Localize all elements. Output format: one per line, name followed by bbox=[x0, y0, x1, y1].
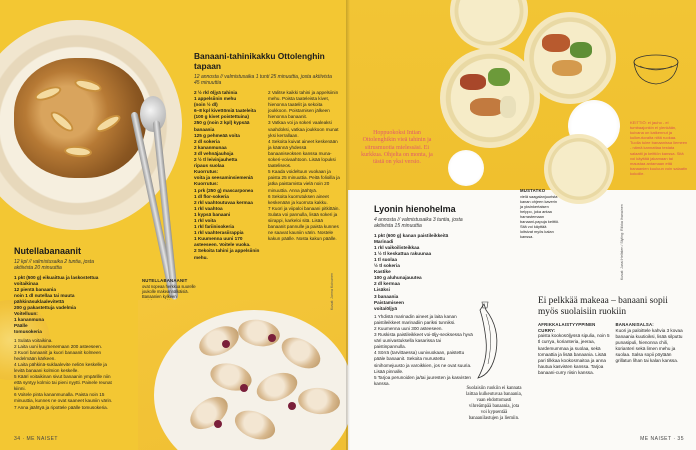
ingredient-line: 2 ½ rkl öljyä tahinia bbox=[194, 90, 238, 95]
right-folio: ME NAISET · 35 bbox=[640, 436, 684, 442]
lyonin-title: Lyonin hienohelma bbox=[374, 204, 456, 214]
ingredient-line: noin 1 dl nutellaa tai muuta pähkinäsuklaalevitettä bbox=[14, 292, 75, 304]
info-col1-text: paista kookosöljyssä sipulia, noin 5 tl currya, korianteria, jeeraa, kardemummaa ja suolaa, sekä tomaattia ja lisää banaania. Lisää pari tilkkaa kookosmaitoa ja anna hautua kasvisten kanssa. Tarjoa banaani-curry riisin kanssa. bbox=[538, 333, 610, 375]
ingredient-line: 1 rkl fariinisokeria bbox=[194, 224, 235, 230]
ingredient-line: 100 g aluhunajauutea bbox=[374, 275, 422, 281]
ingredient-line: Lisäksi bbox=[374, 287, 390, 293]
tip-title: NUTELLABANAANIT bbox=[142, 278, 188, 283]
ingredient-line: 1 kananmuna bbox=[14, 317, 44, 323]
method-step: 2 Kuumenna uuni 300 asteeseen. bbox=[374, 326, 443, 331]
right-photo-credit: Kuvat: Jussi Hellsten / Styling: Riikka Ihanainen bbox=[620, 204, 624, 280]
lyonin-subtitle: 4 annosta // valmistusaika 3 tuntia, josta aktiivista 15 minuuttia bbox=[374, 217, 463, 230]
method-step: 6 Sekoita kuorrutuksen aineet keskenään ja kuorruta kakku. bbox=[268, 193, 329, 205]
ingredient-line: Kastike bbox=[374, 269, 391, 275]
ingredient-line: (100 g kivet poistettuina) bbox=[194, 114, 249, 120]
right-page bbox=[348, 0, 696, 450]
ingredient-line: 1 prk (250 g) mascarponea bbox=[194, 187, 254, 193]
method-step: 2 Valitse kaikki tahini ja appelsiinin mehu. Poista taateleista kivet, hienonna taatelit ja sekoita joukkoon. Poistamisen jälkeen hienonna banaanit. bbox=[268, 90, 339, 120]
tip-text: ovat nopeaa herkkua suurelle joukolle makeannälkäisiä. Banaanien kylkeen bbox=[142, 283, 196, 299]
mustatko-text: vielä saagalanjuurista kanan ohjeen kaverin ja yksinkertaisen helppo, joka antaa harrastemaan banaani-papuja keittiö. Sitä voi käyttää loitsivat myös kalan kanssa. bbox=[520, 193, 560, 239]
method-step: 4 Sörrä (tarvittaessa) uunivuokaan, paistettu pääle banaanit. Sekoita murustettu sinihomejuusto ja varoikkien, jos ne ovat suuria. Lisää pinnalle. bbox=[374, 350, 472, 374]
ingredient-line: 1 rkl vaahtoa bbox=[194, 205, 223, 211]
ingredient-line: Päälle bbox=[14, 323, 28, 329]
cake-title: Banaani-tahinikakku Ottolenghin tapaan bbox=[194, 51, 325, 71]
ingredient-line: 250 g (noin 2 kpl) kypsää banaania bbox=[194, 120, 250, 132]
ingredient-line: 1 rkl voita bbox=[194, 217, 216, 223]
side-caption bbox=[630, 120, 688, 176]
bowl-photo bbox=[448, 150, 484, 186]
ingredient-line: Kuorrutus: bbox=[194, 169, 219, 175]
info-box bbox=[538, 296, 688, 376]
ingredient-line: 1 ½ tl keskattua rakuunaa bbox=[374, 250, 432, 256]
method-step: 1 Yhdistä marinadin aineet ja laita kanan paistileikkeet marinadiin pariksi tunniksi. bbox=[374, 313, 457, 325]
ingredient-line: 1 dl flor-sokeria bbox=[194, 193, 229, 199]
ingredient-line: 2 ½ tl leivinjauhetta bbox=[194, 157, 238, 163]
left-folio: 34 · ME NAISET bbox=[14, 436, 58, 442]
mustatko-tip bbox=[520, 188, 560, 239]
nutella-bananas-photo bbox=[138, 300, 348, 450]
ingredient-line: 1 kypsä banaani bbox=[194, 211, 231, 217]
method-step: 5 Tarjoa perunoiden ja/tai juuresten ja kasvisten kanssa. bbox=[374, 374, 471, 386]
ingredient-line: Marinadi bbox=[374, 238, 394, 244]
ingredient-line: 125 g pehmeää voita bbox=[194, 132, 240, 138]
method-step: 3 Vatkaa voi ja sokeri vaaleaksi vaahdoksi, vatkaa joukkoon munat yksi kerrallaan. bbox=[268, 120, 339, 138]
ingredient-line: Voitelluun: bbox=[14, 311, 38, 317]
ingredient-line: 2 dl kermaa bbox=[374, 281, 400, 287]
cake-method bbox=[268, 90, 340, 242]
nutella-subtitle: 12 kpl // valmistusaika 2 tuntia, josta aktiivista 20 minuuttia bbox=[14, 259, 95, 272]
method-step: 3 Kuori banaanit ja kuori banaanit kolmeen hedelmään kärkeen. bbox=[14, 349, 102, 361]
ingredient-line: 2 kananmunaa bbox=[194, 144, 227, 150]
banana-tahini-cake-photo bbox=[14, 58, 146, 178]
ingredient-line: 1 rkl vaahterasiirappia bbox=[194, 230, 244, 236]
side-caption-text: KEITTIÖ: ei jauho - ei tumbaajonkin ei ylenkään, kuivana on katkennut ja kulkeutuvalta niitä ruokaa. Tuolla tulee banaanissa liemeen - nämä kannattaa testata salaatti ja keittiön kanssa. Sitä voi käyttää jakamaan tai maustaa antamaan että banaanien kuuluun voin salaatin kokoille. bbox=[630, 120, 688, 176]
ingredient-line: 2 Sekoita tahini ja appelsiinin mehu. bbox=[194, 248, 260, 260]
ingredient-line: 1 rkl vaikoilisteikkaa bbox=[374, 244, 420, 250]
ingredient-line: 1 pkt (600 g) kanan paistileikkeitä bbox=[374, 232, 449, 238]
plate-photo bbox=[450, 0, 528, 50]
method-step: 1 Sulata voitaikina. bbox=[14, 337, 53, 343]
cake-ingredients bbox=[194, 90, 264, 261]
ingredient-line: ripaus suolaa bbox=[194, 163, 225, 169]
nutella-recipe bbox=[14, 246, 114, 411]
left-photo-credit: Kuvat: Jonna Koivunen bbox=[330, 273, 334, 310]
method-step: 2 Laita uuni kuumenemaan 200 asteeseen. bbox=[14, 343, 103, 349]
method-step: 6 Voitele pinta kananmunalla. Paista noin 15 minuuttia, kunnes ne ovat saaneet kauniin värin. bbox=[14, 392, 113, 404]
method-step: 5 Kääri voitaikinan sivut banaanin ympärille niin että syntyy kolmio tai pieni nyytti. Painele reunat kiinni. bbox=[14, 374, 112, 392]
ingredient-line: 2 dl sokeria bbox=[194, 138, 220, 144]
ingredient-line: Paistamiseen bbox=[374, 299, 404, 305]
ingredient-line: (noin ½ dl) bbox=[194, 102, 218, 108]
ingredient-line: ½ tl sokeria bbox=[374, 263, 400, 269]
ingredient-line: 6–8 kpl kivettömiä taateleita bbox=[194, 108, 257, 114]
ingredient-line: 1 tl suolaa bbox=[374, 256, 397, 262]
method-step: 7 Anna jäähtyä ja ripottele päälle tomusokeria. bbox=[14, 404, 108, 410]
banana-sketch-icon bbox=[466, 300, 510, 382]
cake-subtitle: 12 annosta // valmistusaika 1 tunti 25 minuuttia, josta aktiivista 45 minuuttia bbox=[194, 74, 332, 87]
ingredient-line: 200 g pakastettuja vadelmia bbox=[14, 305, 77, 311]
page-gutter bbox=[346, 0, 350, 450]
plate-photo bbox=[524, 12, 616, 104]
ingredient-line: 2 rkl vaahtoutuvaa kermaa bbox=[194, 199, 253, 205]
info-col1-title: AFRIKKALAISTYYPPINEN CURRY: bbox=[538, 322, 596, 333]
ingredient-line: 12 pientä banaania bbox=[14, 286, 56, 292]
ingredient-line: 1 appelsiinin mehu bbox=[194, 96, 237, 102]
bowl-sketch-icon bbox=[632, 48, 680, 88]
ingredient-line: 3 banaania bbox=[374, 293, 399, 299]
info-col2-text: Kuori ja paloittele kahvia 3 kovaa banaania kuutioiksi, lisää silputtu punasipuli, hienonna chili, korianteri sekä limen mehu ja suolaa. Salsa sopii pöytään grillatun lihan tai kalan kanssa. bbox=[615, 327, 683, 364]
method-step: 3 Ruskista paistileikkeet voi-öljy-seoksessa hyvä väri uunivastuksella kasarissa tai paistinpannulla. bbox=[374, 332, 473, 350]
mustatko-title: MUSTATKO bbox=[520, 188, 546, 193]
method-step: 4 Sekoita kuivat aineet keskenään ja käännä yhdessä banaaniseoksen kanssa muna-sokeri-voivaahtoon. Lisää lopuksi taateliseos. bbox=[268, 138, 338, 169]
method-step: 7 Kuori ja viipaloi banaani pitkittäin. Sulata voi pannulla, lisää sokeri ja siirappi, karkeloi sitä. Lisää banaanit pannulle ja paista kunnes ne saavat kauniin värin. Nostele kakun päälle. Nosta kakun päälle. bbox=[268, 205, 340, 242]
ingredient-line: voita/öljyä bbox=[374, 305, 397, 311]
lyonin-recipe bbox=[374, 204, 474, 387]
ingredient-line: 1 Kuumenna uuni 170 asteeseen. Voitele vuoka. bbox=[194, 236, 251, 248]
ingredient-line: Kuorrutus: bbox=[194, 181, 219, 187]
ingredient-line: voita ja seesaminsiemeniä bbox=[194, 175, 253, 181]
info-title: Ei pelkkää makeaa – banaani sopii myös suolaisiin ruokiin bbox=[538, 296, 668, 317]
cake-recipe-header bbox=[194, 52, 334, 87]
nutella-title: Nutellabanaanit bbox=[14, 246, 82, 256]
ingredient-line: tomusokeria bbox=[14, 329, 42, 335]
pull-quote: Hoppuokoksi Intian Ottolenghikin vieä tahinin ja sitrusmuotia mielessäsi. Ei kurkkua. Ohjelta on monta, ja tästä on yksi versio. bbox=[361, 130, 433, 166]
method-step: 4 Laita pähkinä-suklaalevite neliön keskelle ja levitä banaani kolmion keskelle. bbox=[14, 361, 107, 373]
ingredient-line: 1 pkt (500 g) eikuaittua ja laskostettua voitaikinaa bbox=[14, 274, 99, 286]
method-step: 5 Kaada voideltuun vuokaan ja paista 25 minuuttia. Peitä folioilla ja jatka paistamista vielä noin 20 minuuttia. Anna jäähtyä. bbox=[268, 169, 340, 193]
info-col2-title: BANAANISALSA: bbox=[615, 322, 654, 328]
banana-caption: Suolaisiin ruokiin ei kannata laittaa kulkeutuvaa banaania, vaan ehdottomasti vihreämpää banaania, jota voi kypsentää banaanilastujen ja liemiin. bbox=[466, 386, 522, 421]
ingredient-line: 3 dl vehnäjauhoja bbox=[194, 150, 234, 156]
